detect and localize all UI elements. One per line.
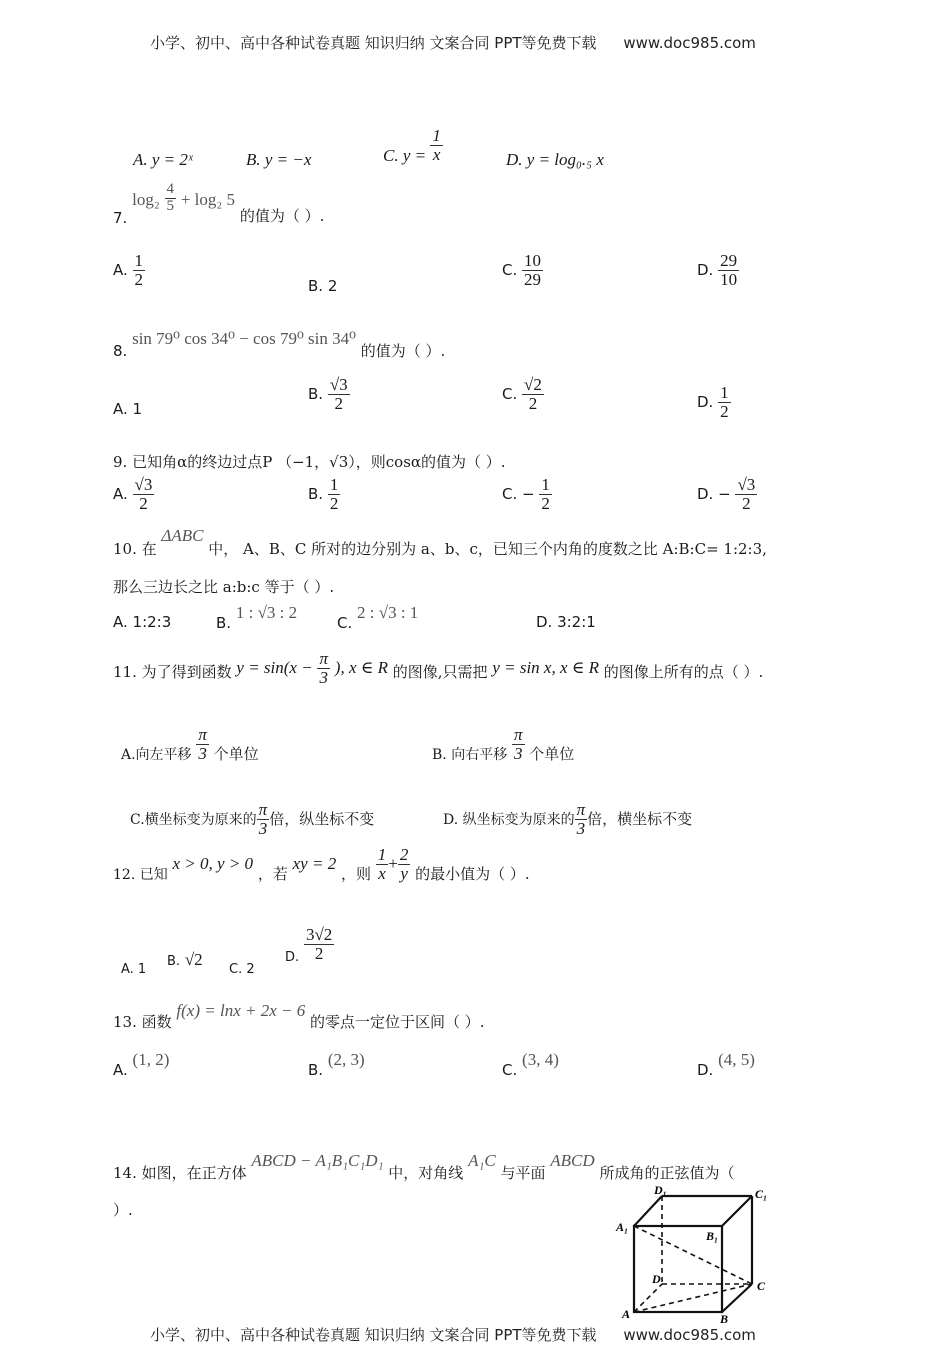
frac-den: 2 <box>139 493 148 513</box>
q11-func1-b: ), x ∈ R <box>334 657 388 677</box>
q11-option-d-tail: 倍，横坐标不变 <box>587 809 693 828</box>
frac-den: y <box>400 863 408 883</box>
q13-expr: f(x) = lnx + 2x − 6 <box>176 1001 306 1020</box>
q11-mid: 的图像,只需把 <box>392 662 488 681</box>
q12-xy: xy = 2 <box>292 853 337 873</box>
q11-option-c-frac <box>257 801 270 838</box>
header-url[interactable]: www.doc985.com <box>623 34 756 52</box>
frac-num: 1 <box>377 845 387 864</box>
q14-mid2: 与平面 <box>500 1164 546 1182</box>
q6-option-c-label: C. y = <box>383 146 427 166</box>
cube-figure <box>612 1184 772 1324</box>
frac-den: 2 <box>334 393 344 413</box>
frac-num: π <box>513 725 523 744</box>
q6-option-c <box>383 127 443 164</box>
q12-option-d-frac <box>304 926 334 963</box>
q9-option-a <box>113 476 154 513</box>
q8-option-c-frac <box>522 376 544 413</box>
frac-num: √2 <box>524 375 542 394</box>
frac-den: 2 <box>134 269 144 289</box>
q14-cube: ABCD − A₁B₁C₁D₁ <box>251 1151 384 1170</box>
q7-tail: 的值为（ ）. <box>239 206 325 225</box>
q9-option-c <box>502 476 552 513</box>
header-text: 小学、初中、高中各种试卷真题 知识归纳 文案合同 PPT等免费下载 <box>150 34 597 52</box>
q9-option-b <box>308 476 340 513</box>
label-c1: C₁ <box>755 1187 768 1201</box>
q11-func1-a: y = sin(x − <box>236 657 313 677</box>
q7-stem <box>113 181 325 227</box>
option-label: B. <box>308 484 324 503</box>
q10-stem-line1 <box>113 525 767 558</box>
q10-option-b-expr: 1 : √3 : 2 <box>235 603 298 622</box>
q8-option-b <box>308 376 350 413</box>
q11-option-a-text: A.向左平移 <box>121 746 192 763</box>
frac-num: 29 <box>720 251 738 270</box>
frac-num: π <box>576 800 586 819</box>
q12-tail: 的最小值为（ ）. <box>415 864 530 883</box>
label-d: D <box>652 1272 661 1286</box>
option-label: A. <box>113 1061 128 1079</box>
frac-num: 10 <box>524 251 542 270</box>
q11-option-c <box>130 801 374 838</box>
q13-stem <box>113 1000 485 1031</box>
q10-option-b <box>216 603 298 632</box>
q11-option-d-frac <box>575 801 588 838</box>
q14-diagonal: A₁C <box>468 1151 496 1170</box>
q12-frac1 <box>376 846 389 883</box>
footer-banner <box>150 1324 756 1345</box>
q14-plane: ABCD <box>550 1151 595 1170</box>
q6-option-c-frac <box>430 127 443 164</box>
frac-num: 2 <box>399 845 409 864</box>
q12-plus: + <box>388 853 398 873</box>
frac-den: 2 <box>541 493 550 513</box>
q9-option-d-frac <box>735 476 757 513</box>
q11-option-a <box>121 726 259 763</box>
frac-num: π <box>258 800 268 819</box>
q13-option-b <box>308 1050 365 1079</box>
frac-den: 2 <box>314 943 324 963</box>
q13-tail: 的零点一定位于区间（ ）. <box>310 1013 485 1031</box>
q11-option-b <box>432 726 574 763</box>
q6-option-a: A. y = 2ˣ <box>133 150 193 169</box>
label-c: C <box>757 1279 766 1293</box>
frac-den: 3 <box>319 667 328 687</box>
q12-option-b <box>167 950 203 970</box>
q13-lead: 13. 函数 <box>113 1013 172 1031</box>
q12-if: ，若 <box>257 864 288 883</box>
q9-option-c-frac <box>539 476 552 513</box>
q9-stem: 9. 已知角α的终边过点P （−1，√3），则cosα的值为（ ）. <box>113 453 506 471</box>
q7-option-d-frac <box>718 252 739 289</box>
option-label: A. <box>113 484 128 503</box>
q7-number: 7. <box>113 208 128 227</box>
label-b1: B₁ <box>706 1229 719 1243</box>
q11-stem <box>113 650 763 687</box>
q10-option-c-expr: 2 : √3 : 1 <box>357 603 419 622</box>
q12-frac2 <box>398 846 411 883</box>
frac-den: x <box>432 144 441 164</box>
frac-den: 5 <box>166 197 175 214</box>
frac-den: 3 <box>576 818 586 838</box>
edge-b-c <box>722 1284 752 1312</box>
frac-num: π <box>319 649 329 668</box>
label-b: B <box>720 1312 729 1324</box>
label-d1: D₁ <box>654 1184 667 1197</box>
q12-option-b-value: √2 <box>184 950 203 969</box>
q12-option-d <box>285 926 334 963</box>
q14-stem-line1 <box>113 1150 735 1182</box>
q10-lead: 10. 在 <box>113 540 157 558</box>
frac-den: 29 <box>524 269 542 289</box>
q6-option-b: B. y = −x <box>246 150 312 169</box>
q13-option-b-value: (2, 3) <box>327 1050 365 1069</box>
q7-option-d <box>697 252 739 289</box>
q11-lead: 11. 为了得到函数 <box>113 662 232 681</box>
q11-option-b-frac <box>512 726 525 763</box>
frac-num: 4 <box>166 181 175 197</box>
q14-mid: 中，对角线 <box>388 1164 464 1182</box>
frac-den: x <box>378 863 386 883</box>
q8-expr: sin 79⁰ cos 34⁰ − cos 79⁰ sin 34⁰ <box>132 329 356 348</box>
q7-option-c <box>502 252 543 289</box>
frac-num: 1 <box>432 126 441 145</box>
q10-triangle: ΔABC <box>161 526 204 545</box>
q6-option-d: D. y = log₀.₅ x <box>506 150 604 169</box>
q12-option-a: A. 1 <box>121 962 147 977</box>
option-label: A. <box>113 260 128 279</box>
frac-den: 2 <box>528 393 538 413</box>
q10-option-d: D. 3:2:1 <box>536 613 596 631</box>
frac-den: 3 <box>258 818 268 838</box>
option-label: C. <box>337 614 353 632</box>
frac-den: 2 <box>742 493 751 513</box>
q12-option-c: C. 2 <box>229 962 255 977</box>
q11-option-d-text: D. 纵坐标变为原来的 <box>443 811 575 828</box>
option-label: D. <box>697 392 714 411</box>
option-label: D. <box>697 260 714 279</box>
frac-num: 1 <box>541 475 550 494</box>
q11-option-a-unit: 个单位 <box>213 744 259 763</box>
q7-expr-log: log₂ <box>132 189 160 209</box>
q10-stem-line2: 那么三边长之比 a:b:c 等于（ ）. <box>113 578 335 596</box>
q13-option-c-value: (3, 4) <box>522 1050 559 1069</box>
frac-den: 10 <box>720 269 738 289</box>
q11-option-c-text: C.横坐标变为原来的 <box>130 811 257 828</box>
q11-option-d <box>443 801 692 838</box>
q8-option-d-frac <box>718 384 731 421</box>
header-banner <box>150 32 756 53</box>
option-label: C. <box>502 1061 518 1079</box>
q11-option-b-text: B. 向右平移 <box>432 746 508 763</box>
q13-option-d <box>697 1050 755 1079</box>
frac-den: 2 <box>329 493 339 513</box>
q8-option-b-frac <box>328 376 350 413</box>
footer-url[interactable]: www.doc985.com <box>623 1326 756 1344</box>
q7-option-c-frac <box>522 252 543 289</box>
q13-option-c <box>502 1050 559 1079</box>
q9-option-a-frac <box>133 476 155 513</box>
option-label: B. <box>216 614 232 632</box>
q11-option-b-unit: 个单位 <box>529 744 575 763</box>
q8-number: 8. <box>113 342 128 360</box>
frac-num: 3√2 <box>305 925 333 944</box>
option-label: B. <box>167 954 181 969</box>
q10-line1-tail: 中， A、B、C 所对的边分别为 a、b、c，已知三个内角的度数之比 A:B:C= 1:2:3, <box>208 540 767 558</box>
option-label: B. <box>308 1061 324 1079</box>
q8-option-a: A. 1 <box>113 400 143 418</box>
q11-option-c-tail: 倍，纵坐标不变 <box>269 809 375 828</box>
option-label: C. − <box>502 484 535 503</box>
option-label: C. <box>502 260 518 279</box>
q11-option-a-frac <box>196 726 209 763</box>
q13-option-d-value: (4, 5) <box>718 1050 755 1069</box>
q7-option-b: B. 2 <box>308 277 338 295</box>
label-a1: A₁ <box>616 1220 629 1234</box>
q14-lead: 14. 如图，在正方体 <box>113 1164 247 1182</box>
frac-num: √3 <box>134 475 153 494</box>
frac-num: √3 <box>737 475 756 494</box>
frac-num: π <box>198 725 207 744</box>
frac-num: 1 <box>329 475 339 494</box>
q8-option-d <box>697 384 731 421</box>
q9-option-b-frac <box>328 476 341 513</box>
option-label: D. <box>285 949 300 965</box>
q13-option-a-value: (1, 2) <box>132 1050 170 1069</box>
q10-option-a: A. 1:2:3 <box>113 613 172 631</box>
edge-b1-c1 <box>722 1196 752 1226</box>
q12-lead: 12. 已知 <box>113 866 168 883</box>
frac-den: 2 <box>720 401 729 421</box>
q7-expr-tail: + log₂ 5 <box>180 189 236 209</box>
frac-num: 1 <box>134 251 144 270</box>
option-label: D. <box>697 1061 714 1079</box>
q7-expr-frac <box>165 182 177 215</box>
option-label: B. <box>308 384 324 403</box>
footer-text: 小学、初中、高中各种试卷真题 知识归纳 文案合同 PPT等免费下载 <box>150 1326 597 1344</box>
q12-condition: x > 0, y > 0 <box>172 853 254 873</box>
q13-option-a <box>113 1050 170 1079</box>
q9-option-d <box>697 476 757 513</box>
label-a: A <box>622 1307 631 1321</box>
edge-a1-d1 <box>634 1196 662 1226</box>
diagonal-a-c <box>634 1284 752 1312</box>
q12-then: ，则 <box>340 864 371 883</box>
q7-option-a-frac <box>133 252 146 289</box>
q7-option-a <box>113 252 145 289</box>
q12-stem <box>113 846 530 883</box>
q8-stem <box>113 328 446 360</box>
frac-den: 3 <box>514 743 523 763</box>
option-label: D. − <box>697 484 731 503</box>
hidden-edge-a-d <box>634 1284 662 1312</box>
frac-num: √3 <box>329 375 348 394</box>
q8-tail: 的值为（ ）. <box>360 342 446 360</box>
q10-option-c <box>337 603 419 632</box>
q11-func1-frac <box>317 650 330 687</box>
q14-stem-line2: ）. <box>113 1201 133 1219</box>
q14-tail: 所成角的正弦值为（ <box>599 1164 735 1182</box>
q11-func2: y = sin x, x ∈ R <box>492 657 599 677</box>
q11-tail: 的图像上所有的点（ ）. <box>603 662 764 681</box>
frac-den: 3 <box>198 743 207 763</box>
frac-num: 1 <box>720 383 729 402</box>
q8-option-c <box>502 376 544 413</box>
option-label: C. <box>502 384 518 403</box>
